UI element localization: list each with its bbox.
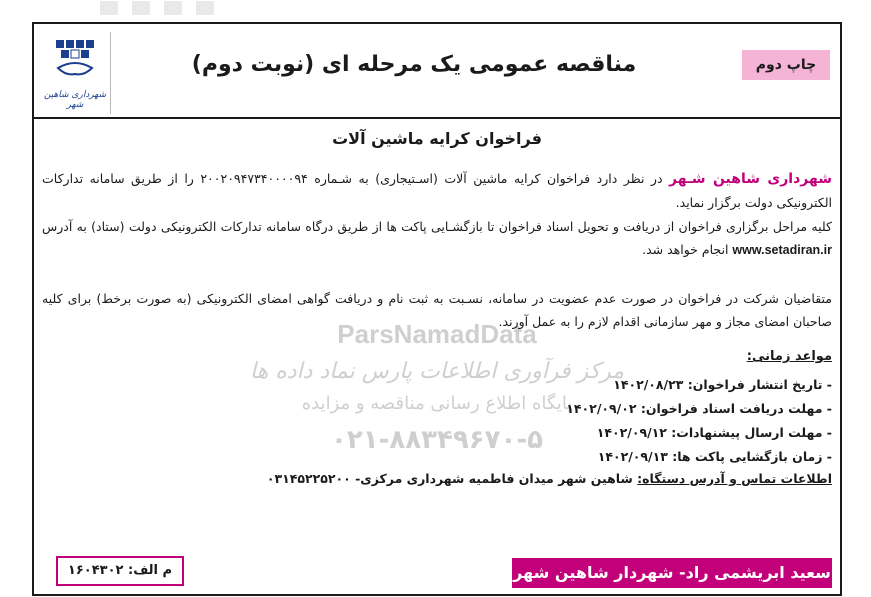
- paragraph-applicants-text: متقاضیان شرکت در فراخوان در صورت عدم عضویت در سامانه، نسـبت به ثبت نام و دریافت گواهی امضای الکترونیکی (به صورت برخط) برای کلیه صاحبان امضای مجاز و مهر سازمانی اقدام لازم را به عمل آورند.: [42, 291, 832, 329]
- reference-code: م الف: ۱۶۰۴۳۰۲: [56, 556, 184, 586]
- setad-url-link[interactable]: www.setadiran.ir: [732, 243, 832, 257]
- paragraph-procedure-end: انجام خواهد شد.: [642, 242, 733, 257]
- date-proposals-deadline: - مهلت ارسال پیشنهادات: ۱۴۰۲/۰۹/۱۲: [596, 425, 832, 440]
- date-documents-deadline: - مهلت دریافت اسناد فراخوان: ۱۴۰۲/۰۹/۰۲: [566, 401, 832, 416]
- paragraph-procedure: [42, 215, 832, 262]
- municipality-logo: [40, 32, 111, 114]
- section-title: فراخوان کرایه ماشین آلات: [332, 129, 542, 148]
- contact-value: شاهین شهر میدان فاطمیه شهرداری مرکزی- ۰۳۱۴۵۲۲۵۲۰۰: [266, 471, 638, 486]
- notice-header: [34, 24, 840, 119]
- logo-caption: شهرداری شاهین شهر: [43, 90, 106, 110]
- notice-body: [34, 119, 840, 527]
- watermark-phone: ۰۲۱-۸۸۳۴۹۶۷۰-۵: [330, 425, 543, 455]
- watermark-line1: مرکز فرآوری اطلاعات پارس نماد داده ها: [249, 359, 625, 384]
- paragraph-intro: [42, 167, 832, 214]
- organization-name: شهرداری شاهین شـهر: [669, 171, 832, 187]
- page-title: مناقصه عمومی یک مرحله ای (نوبت دوم): [191, 52, 637, 77]
- logo-emblem-icon: [54, 38, 96, 78]
- paragraph-intro-text: در نظر دارد فراخوان کرایه ماشین آلات (اسـتیجاری) به شـماره ۲۰۰۲۰۹۴۷۳۴۰۰۰۰۹۴ را از طریق سامانه تدارکات الکترونیکی دولت برگزار نماید.: [42, 171, 832, 210]
- paragraph-applicants: [42, 287, 832, 333]
- date-publish: - تاریخ انتشار فراخوان: ۱۴۰۲/۰۸/۲۳: [613, 377, 832, 392]
- contact-label: اطلاعات تماس و آدرس دستگاه:: [637, 471, 832, 486]
- mayor-signature: سعید ابریشمی راد- شهردار شاهین شهر: [512, 558, 832, 588]
- paragraph-procedure-text: کلیه مراحل برگزاری فراخوان از دریافت و تحویل اسناد فراخوان تا بازگشـایی پاکت ها از طریق درگاه سامانه تدارکات الکترونیکی دولت (ستاد) به آدرس: [42, 219, 832, 234]
- notice-frame: [32, 22, 842, 596]
- top-decoration: [100, 0, 280, 20]
- contact-info: [267, 471, 832, 486]
- page-left-margin: [0, 0, 30, 597]
- watermark-line2: پایگاه اطلاع رسانی مناقصه و مزایده: [301, 393, 573, 414]
- watermark-brand: ParsNamadData: [337, 319, 537, 349]
- date-opening: - زمان بازگشایی پاکت ها: ۱۴۰۲/۰۹/۱۳: [597, 449, 832, 464]
- print-badge: چاپ دوم: [742, 50, 830, 80]
- dates-title: مواعد زمانی:: [746, 349, 832, 364]
